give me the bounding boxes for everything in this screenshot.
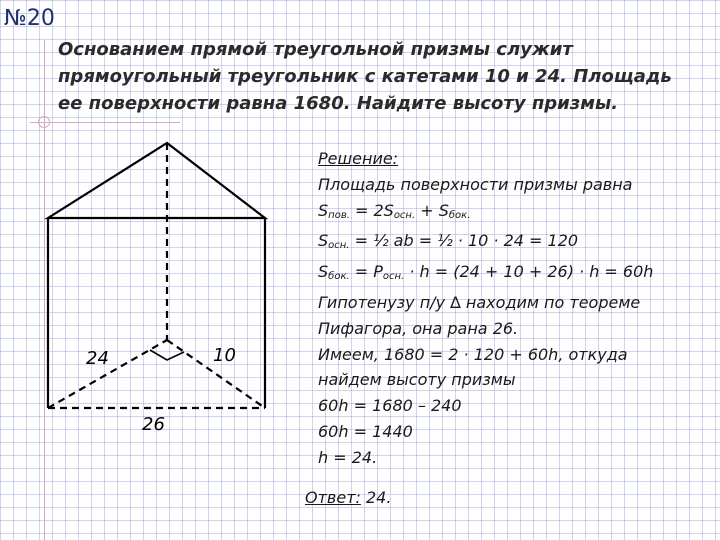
solution-line: Имеем, 1680 = 2 · 120 + 60h, откуда: [318, 344, 628, 364]
right-angle-mark: [150, 350, 184, 360]
solution-line: Гипотенузу п/у ∆ находим по теореме: [318, 292, 641, 312]
slide-number: №20: [4, 6, 55, 31]
label-hypotenuse-26: 26: [142, 414, 165, 435]
solution-line: h = 24.: [318, 447, 378, 467]
solution-line: 60h = 1680 – 240: [318, 396, 462, 416]
label-leg-24: 24: [86, 348, 109, 369]
problem-line: прямоугольный треугольник с катетами 10 и 24. Площадь: [58, 66, 672, 87]
prism-top-face: [48, 143, 265, 218]
solution-heading: Решение:: [318, 149, 399, 168]
solution-formula-base-area: $S_{осн.}$ = ½ ab = ½ · 10 · 24 = 120: [318, 231, 579, 252]
solution-block: [318, 146, 713, 471]
solution-line: 60h = 1440: [318, 421, 413, 441]
solution-line: Площадь поверхности призмы равна: [318, 174, 633, 194]
problem-line: ее поверхности равна 1680. Найдите высоту призмы.: [58, 93, 619, 114]
answer-value: 24.: [360, 488, 392, 507]
answer-label: Ответ:: [305, 488, 361, 507]
solution-line: найдем высоту призмы: [318, 370, 516, 390]
solution-formula-lateral-area: $S_{бок.} = P_{осн.} \cdot h = (24 + 10 + 26) \cdot h = 60h$: [318, 262, 654, 283]
solution-formula-surface: $S_{пов.} = 2S_{осн.} + S_{бок.}$: [318, 200, 471, 221]
solution-line: Пифагора, она рана 26.: [318, 318, 519, 338]
label-leg-10: 10: [213, 345, 236, 366]
problem-line: Основанием прямой треугольной призмы служит: [58, 39, 573, 60]
answer: [305, 488, 391, 507]
